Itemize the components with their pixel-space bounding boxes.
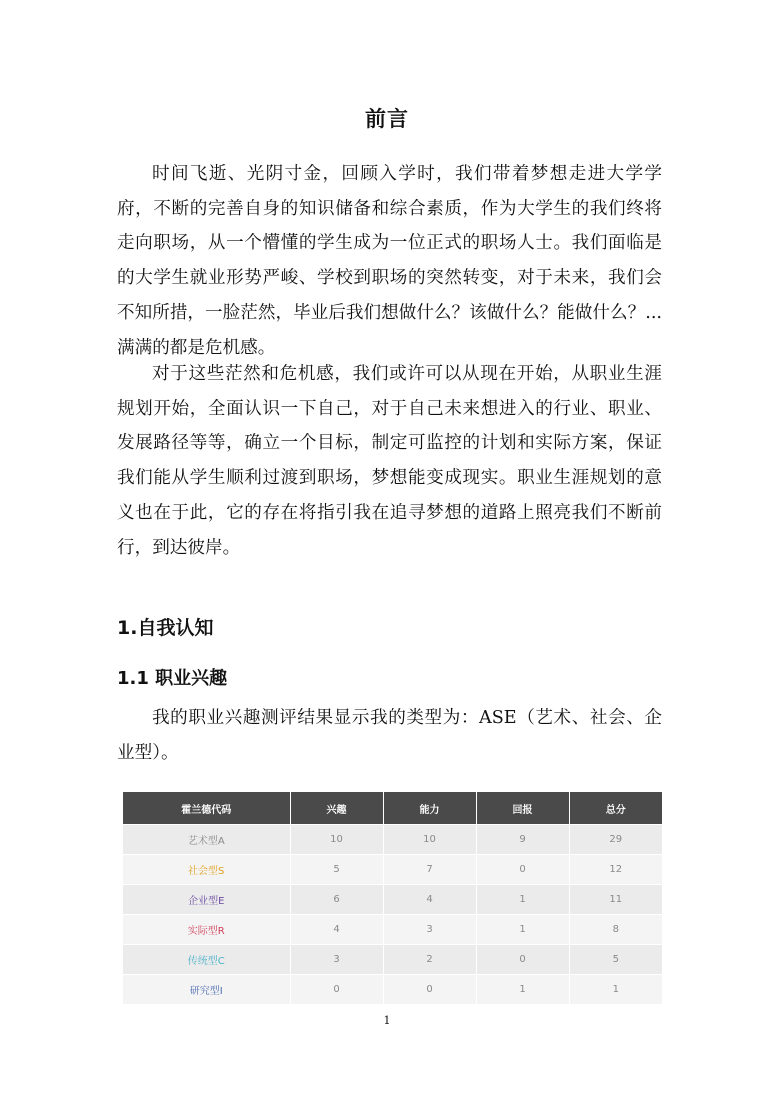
reward-cell: 0	[476, 855, 569, 885]
career-interest-paragraph: 我的职业兴趣测评结果显示我的类型为：ASE（艺术、社会、企业型）。	[117, 708, 662, 763]
ability-cell: 7	[383, 855, 476, 885]
interest-cell: 5	[290, 855, 383, 885]
interest-cell: 10	[290, 825, 383, 855]
reward-cell: 1	[476, 915, 569, 945]
ability-cell: 0	[383, 975, 476, 1005]
header-interest: 兴趣	[290, 792, 383, 825]
type-cell: 传统型C	[123, 945, 290, 975]
intro-paragraph-2: 对于这些茫然和危机感，我们或许可以从现在开始，从职业生涯规划开始，全面认识一下自己，对于自己未来想进入的行业、职业、发展路径等等，确立一个目标，制定可监控的计划和实际方案，保证我们能从学生顺利过渡到职场，梦想能变成现实。职业生涯规划的意义也在于此，它的存在将指引我在追寻梦想的道路上照亮我们不断前行，到达彼岸。	[117, 364, 662, 558]
total-cell: 5	[569, 945, 662, 975]
table-row	[123, 975, 662, 1005]
total-cell: 11	[569, 885, 662, 915]
header-ability: 能力	[383, 792, 476, 825]
reward-cell: 9	[476, 825, 569, 855]
reward-cell: 1	[476, 885, 569, 915]
page-number: 1	[383, 1014, 391, 1027]
type-cell: 企业型E	[123, 885, 290, 915]
intro-paragraph-1: 时间飞逝、光阴寸金，回顾入学时，我们带着梦想走进大学学府，不断的完善自身的知识储备和综合素质，作为大学生的我们终将走向职场，从一个懵懂的学生成为一位正式的职场人士。我们面临是的大学生就业形势严峻、学校到职场的突然转变，对于未来，我们会不知所措，一脸茫然，毕业后我们想做什么？该做什么？能做什么？...满满的都是危机感。	[117, 164, 662, 358]
total-cell: 12	[569, 855, 662, 885]
ability-cell: 10	[383, 825, 476, 855]
page-title: 前言	[365, 107, 409, 131]
reward-cell: 1	[476, 975, 569, 1005]
subsection-heading-career-interest: 1.1 职业兴趣	[117, 668, 228, 689]
header-reward: 回报	[476, 792, 569, 825]
ability-cell: 4	[383, 885, 476, 915]
type-cell: 实际型R	[123, 915, 290, 945]
total-cell: 29	[569, 825, 662, 855]
holland-code-table	[123, 792, 662, 1004]
type-cell: 艺术型A	[123, 825, 290, 855]
table-row	[123, 945, 662, 975]
table-row	[123, 915, 662, 945]
header-holland-code: 霍兰德代码	[123, 792, 290, 825]
header-total: 总分	[569, 792, 662, 825]
total-cell: 8	[569, 915, 662, 945]
type-cell: 研究型I	[123, 975, 290, 1005]
table-row	[123, 825, 662, 855]
table-row	[123, 855, 662, 885]
ability-cell: 3	[383, 915, 476, 945]
table-header-row	[123, 792, 662, 825]
table-row	[123, 885, 662, 915]
type-cell: 社会型S	[123, 855, 290, 885]
interest-cell: 6	[290, 885, 383, 915]
total-cell: 1	[569, 975, 662, 1005]
interest-cell: 3	[290, 945, 383, 975]
reward-cell: 0	[476, 945, 569, 975]
ability-cell: 2	[383, 945, 476, 975]
section-heading-self-awareness: 1.自我认知	[117, 617, 214, 639]
interest-cell: 4	[290, 915, 383, 945]
interest-cell: 0	[290, 975, 383, 1005]
